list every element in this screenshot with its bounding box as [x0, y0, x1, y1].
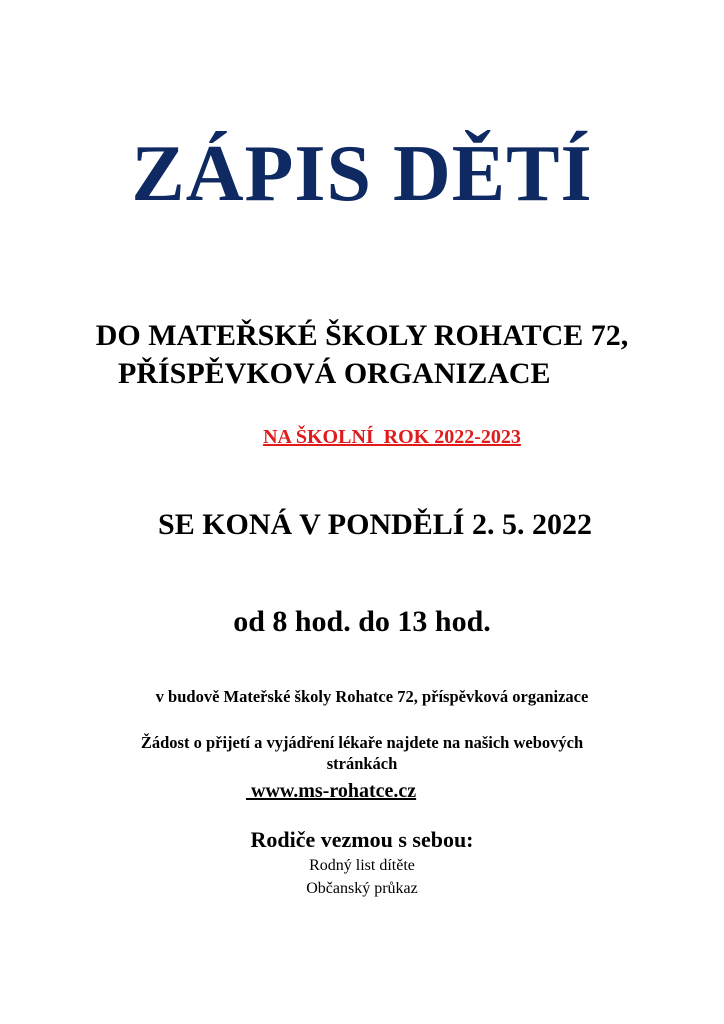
school-name-line2: PŘÍSPĚVKOVÁ ORGANIZACE	[118, 357, 551, 390]
school-name-line1: DO MATEŘSKÉ ŠKOLY ROHATCE 72,	[95, 319, 629, 352]
event-date: SE KONÁ V PONDĚLÍ 2. 5. 2022	[158, 508, 592, 541]
event-location: v budově Mateřské školy Rohatce 72, příspěvková organizace	[155, 687, 589, 706]
page-title: ZÁPIS DĚTÍ	[131, 130, 593, 218]
school-year-line	[0, 424, 724, 450]
request-info-line1: Žádost o přijetí a vyjádření lékaře najdete na našich webových	[140, 733, 584, 752]
bring-item-id-card: Občanský průkaz	[306, 880, 418, 897]
school-year-text: NA ŠKOLNÍ ROK 2022-2023	[263, 426, 521, 448]
request-info-line2: stránkách	[326, 754, 398, 773]
website-link[interactable]: www.ms-rohatce.cz	[246, 780, 417, 802]
bring-item-birth-certificate: Rodný list dítěte	[309, 857, 415, 874]
event-hours: od 8 hod. do 13 hod.	[233, 605, 491, 638]
bring-heading: Rodiče vezmou s sebou:	[250, 827, 474, 852]
